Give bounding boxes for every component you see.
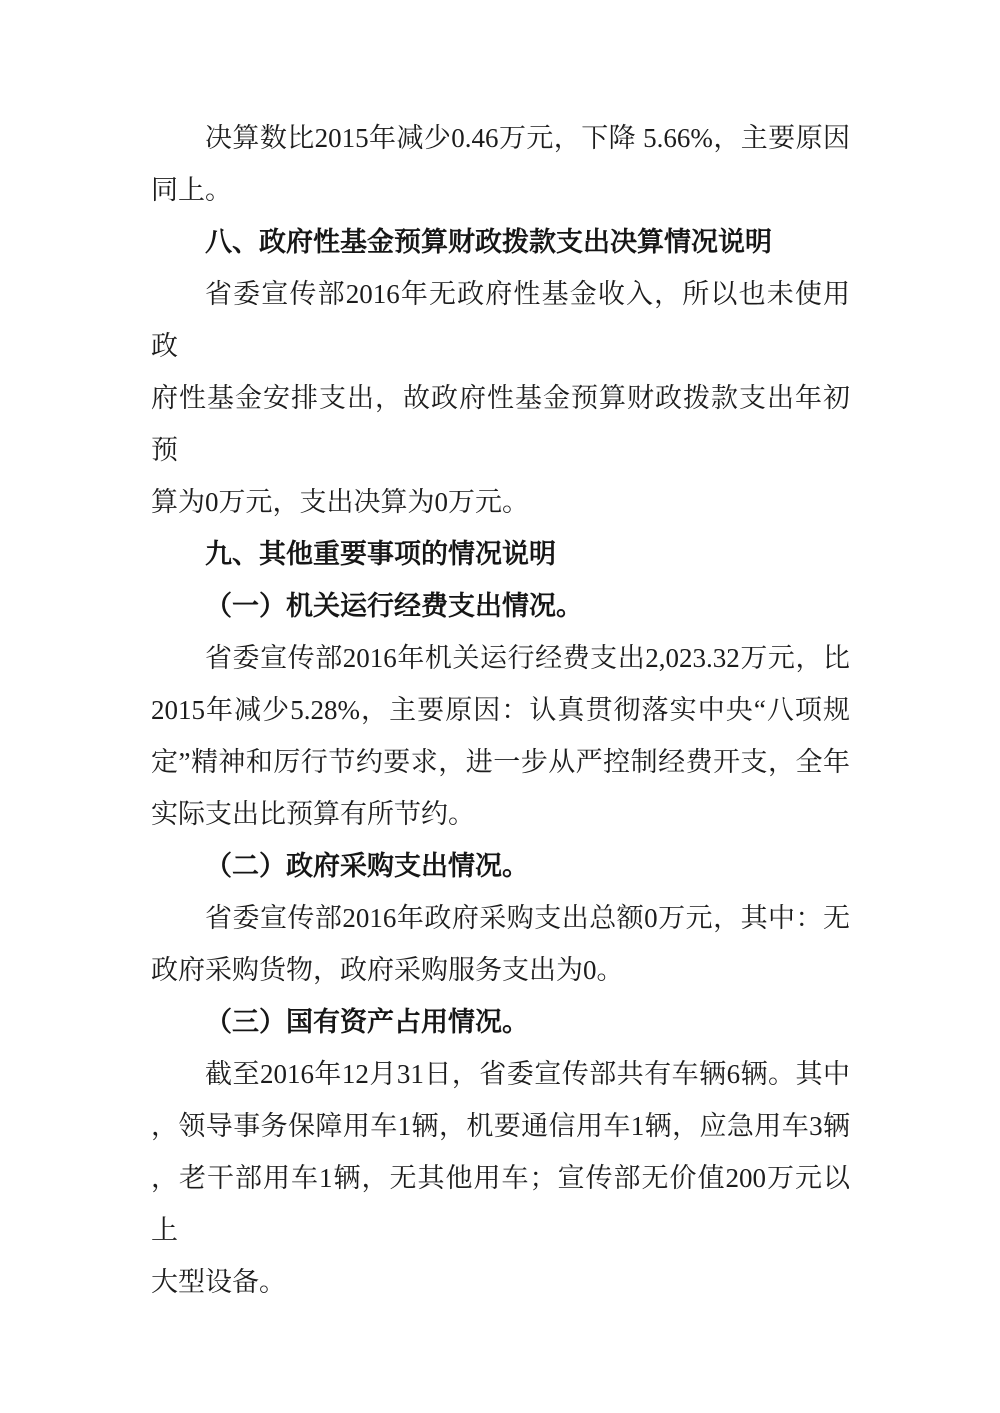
subsection-heading-2: （二）政府采购支出情况。 xyxy=(205,851,529,881)
paragraph-line: 算为0万元，支出决算为0万元。 xyxy=(151,487,529,517)
paragraph-line: 省委宣传部2016年无政府性基金收入，所以也未使用政 xyxy=(151,279,850,361)
section-heading-viii: 八、政府性基金预算财政拨款支出决算情况说明 xyxy=(205,227,772,257)
paragraph-line: 同上。 xyxy=(151,175,232,205)
paragraph-line: 省委宣传部2016年政府采购支出总额0万元，其中：无 xyxy=(205,903,850,933)
paragraph-line: 政府采购货物，政府采购服务支出为0。 xyxy=(151,955,624,985)
paragraph-line: 截至2016年12月31日，省委宣传部共有车辆6辆。其中 xyxy=(205,1059,850,1089)
paragraph-line: 2015年减少5.28%，主要原因：认真贯彻落实中央“八项规 xyxy=(151,695,850,725)
section-heading-ix: 九、其他重要事项的情况说明 xyxy=(205,539,556,569)
paragraph-line: 省委宣传部2016年机关运行经费支出2,023.32万元，比 xyxy=(205,643,850,673)
paragraph-line: ，领导事务保障用车1辆，机要通信用车1辆，应急用车3辆 xyxy=(151,1111,850,1141)
subsection-heading-1: （一）机关运行经费支出情况。 xyxy=(205,591,583,621)
subsection-heading-3: （三）国有资产占用情况。 xyxy=(205,1007,529,1037)
paragraph-line: ，老干部用车1辆，无其他用车；宣传部无价值200万元以上 xyxy=(151,1163,850,1245)
paragraph-line: 大型设备。 xyxy=(151,1267,286,1297)
paragraph-line: 府性基金安排支出，故政府性基金预算财政拨款支出年初预 xyxy=(151,383,850,465)
document-text-block xyxy=(151,112,850,1308)
paragraph-line: 决算数比2015年减少0.46万元，下降 5.66%，主要原因 xyxy=(205,123,850,153)
paragraph-line: 实际支出比预算有所节约。 xyxy=(151,799,475,829)
paragraph-line: 定”精神和厉行节约要求，进一步从严控制经费开支，全年 xyxy=(151,747,850,777)
